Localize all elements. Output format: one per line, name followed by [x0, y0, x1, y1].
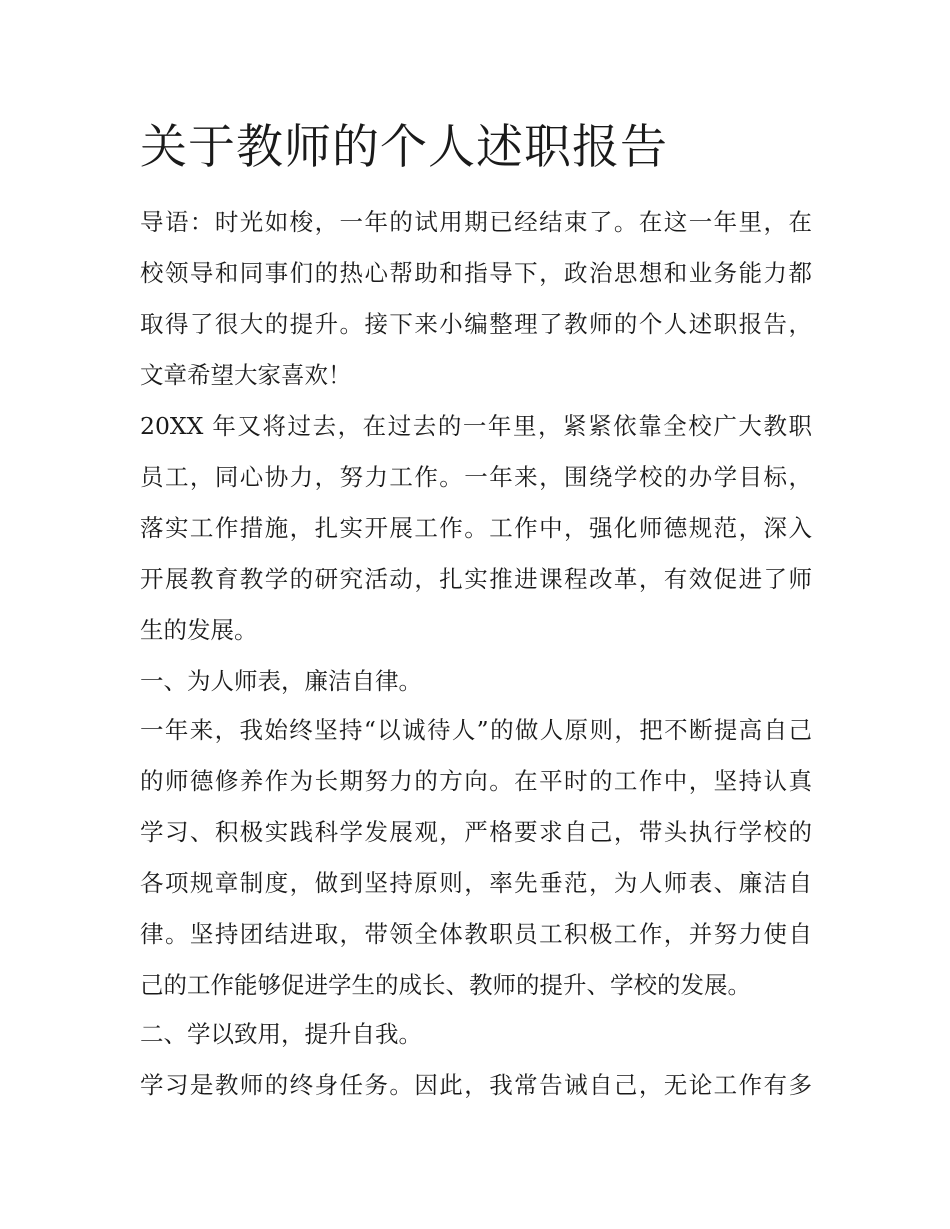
text-line: 文章希望大家喜欢！ — [140, 361, 352, 389]
text-line: 一年来，我始终坚持“以诚待人”的做人原则，把不断提高自己 — [140, 716, 812, 744]
text-line: 律。坚持团结进取，带领全体教职员工积极工作，并努力使自 — [140, 920, 812, 948]
text-line: 20XX 年又将过去，在过去的一年里，紧紧依靠全校广大教职 — [140, 412, 812, 440]
text-line: 开展教育教学的研究活动，扎实推进课程改革，有效促进了师 — [140, 565, 812, 593]
text-line: 学习是教师的终身任务。因此，我常告诫自己，无论工作有多 — [140, 1071, 812, 1099]
text-line: 导语：时光如梭，一年的试用期已经结束了。在这一年里，在 — [140, 208, 812, 236]
text-line: 生的发展。 — [140, 616, 258, 644]
text-line: 员工，同心协力，努力工作。一年来，围绕学校的办学目标， — [140, 463, 812, 491]
section-heading: 一、为人师表，廉洁自律。 — [140, 667, 422, 695]
text-line: 取得了很大的提升。接下来小编整理了教师的个人述职报告， — [140, 310, 812, 338]
section-heading: 二、学以致用，提升自我。 — [140, 1020, 422, 1048]
text-line: 各项规章制度，做到坚持原则，率先垂范，为人师表、廉洁自 — [140, 869, 812, 897]
text-line: 落实工作措施，扎实开展工作。工作中，强化师德规范，深入 — [140, 514, 812, 542]
document-title: 关于教师的个人述职报告 — [140, 120, 668, 175]
text-line: 的师德修养作为长期努力的方向。在平时的工作中，坚持认真 — [140, 767, 812, 795]
text-line: 校领导和同事们的热心帮助和指导下，政治思想和业务能力都 — [140, 259, 812, 287]
text-line: 学习、积极实践科学发展观，严格要求自己，带头执行学校的 — [140, 818, 812, 846]
text-line: 己的工作能够促进学生的成长、教师的提升、学校的发展。 — [140, 971, 751, 999]
